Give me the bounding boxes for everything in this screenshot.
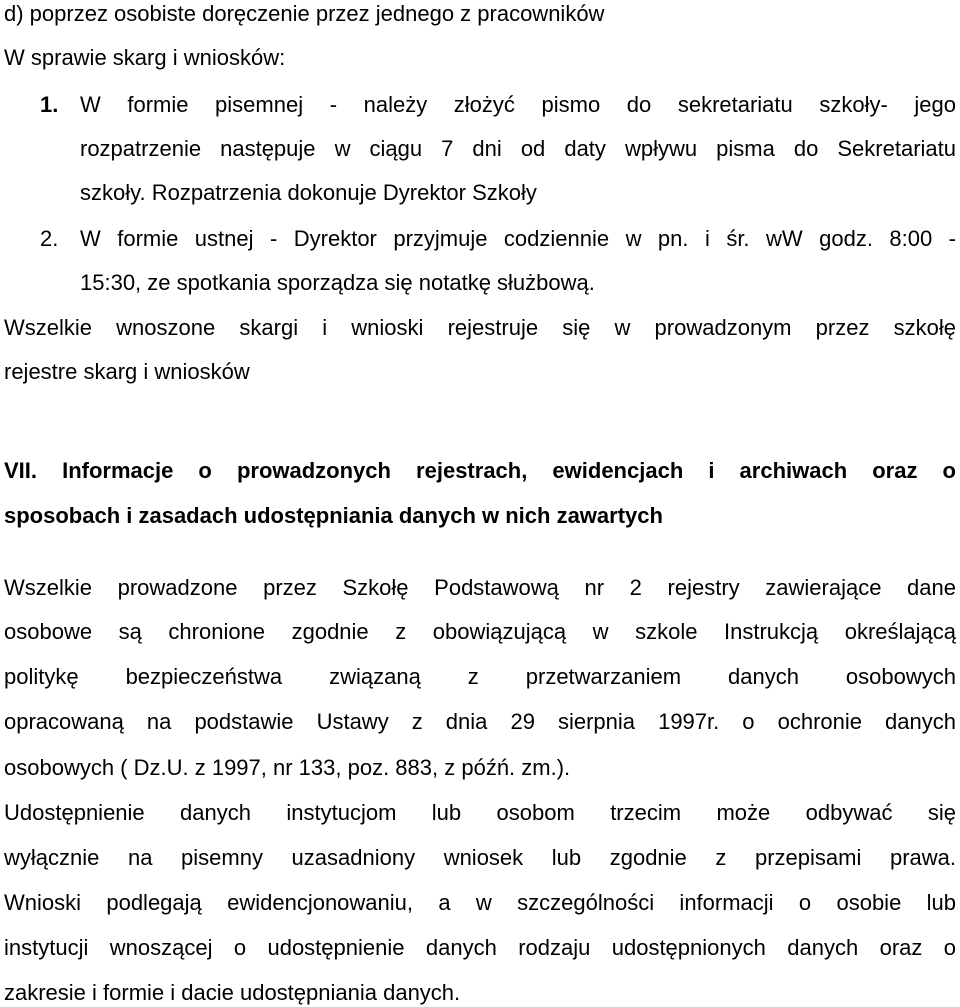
item-2-line-1: W formie ustnej - Dyrektor przyjmuje codziennie w pn. i śr. wW godz. 8:00 - — [80, 226, 956, 251]
paragraph-1-line-4: opracowaną na podstawie Ustawy z dnia 29 sierpnia 1997r. o ochronie danych — [4, 709, 956, 734]
registry-line-2: rejestre skarg i wniosków — [4, 359, 250, 384]
item-1-number: 1. — [40, 92, 59, 117]
paragraph-2-line-1: Udostępnienie danych instytucjom lub osobom trzecim może odbywać się — [4, 800, 956, 825]
registry-line-1: Wszelkie wnoszone skargi i wnioski rejestruje się w prowadzonym przez szkołę — [4, 315, 956, 340]
paragraph-1-line-1: Wszelkie prowadzone przez Szkołę Podstawową nr 2 rejestry zawierające dane — [4, 575, 956, 600]
section-7-heading-line-1: VII. Informacje o prowadzonych rejestrach, ewidencjach i archiwach oraz o — [4, 458, 956, 483]
paragraph-3-line-3: zakresie i formie i dacie udostępniania danych. — [4, 980, 461, 1005]
paragraph-3-line-2: instytucji wnoszącej o udostępnienie danych rodzaju udostępnionych danych oraz o — [4, 935, 956, 960]
list-item-d: d) poprzez osobiste doręczenie przez jednego z pracowników — [4, 1, 605, 26]
paragraph-1-line-5: osobowych ( Dz.U. z 1997, nr 133, poz. 883, z późń. zm.). — [4, 755, 571, 780]
complaints-heading: W sprawie skarg i wniosków: — [4, 45, 286, 70]
paragraph-1-line-2: osobowe są chronione zgodnie z obowiązującą w szkole Instrukcją określającą — [4, 619, 956, 644]
item-1-line-1: W formie pisemnej - należy złożyć pismo do sekretariatu szkoły- jego — [80, 92, 956, 117]
item-1-line-3: szkoły. Rozpatrzenia dokonuje Dyrektor Szkoły — [80, 180, 537, 205]
section-7-heading-line-2: sposobach i zasadach udostępniania danych w nich zawartych — [4, 503, 663, 528]
paragraph-3-line-1: Wnioski podlegają ewidencjonowaniu, a w szczególności informacji o osobie lub — [4, 890, 956, 915]
item-2-number: 2. — [40, 226, 59, 251]
item-1-line-2: rozpatrzenie następuje w ciągu 7 dni od daty wpływu pisma do Sekretariatu — [80, 136, 956, 161]
paragraph-1-line-3: politykę bezpieczeństwa związaną z przetwarzaniem danych osobowych — [4, 664, 956, 689]
paragraph-2-line-2: wyłącznie na pisemny uzasadniony wniosek lub zgodnie z przepisami prawa. — [4, 845, 956, 870]
item-2-line-2: 15:30, ze spotkania sporządza się notatkę służbową. — [80, 270, 595, 295]
